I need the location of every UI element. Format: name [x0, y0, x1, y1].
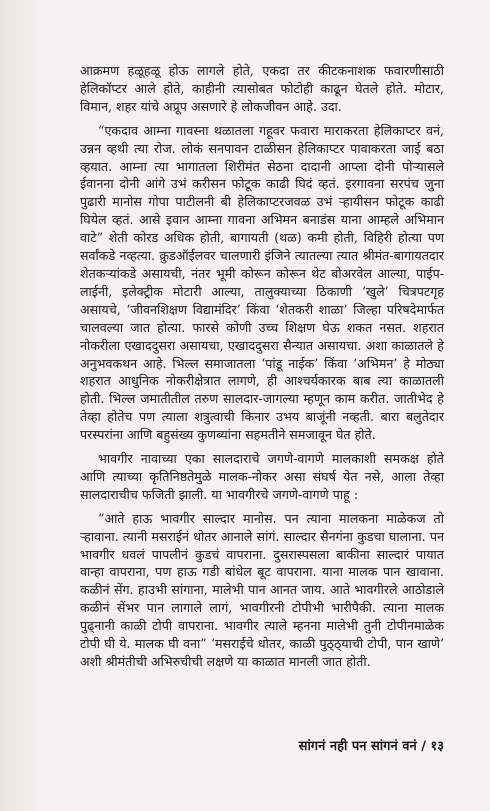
paragraph-2: “एकदाव आम्ना गावस्ना थळातला गहूवर फवारा माराकरता हेलिकाप्टर वनं, उन्नन व्हथी त्या रोज. लोकं सनपावन टाळीसन हेलिकाप्टर पावाकरता जाई बठा व्हयात. आम्ना त्या भागातला शिरीमंत सेठना दादानी आप्ला दोनी पोऱ्यासले ईवानना दोनी आंगे उभं करीसन फोटूक काढी घिदं व्हतं. इरगावना सरपंच जुना पुढारी मानोस गोपा पाटीलनी बी हेलिकाप्टरजवळ उभं ऱ्हायीसन फोटूक काढी घियेल व्हतं. आसे इवान आम्ना गावना अभिमन बनाडंस याना आम्हले अभिमान वाटे” शेती कोरड अधिक होती, बागायती (थळ) कमी होती, विहिरी होत्या पण सर्वांकडे नव्हत्या. क्रुडऑईलवर चालणारी इंजिने त्यातल्या त्यात श्रीमंत-बागायतदार शेतकऱ्यांकडे असायची, नंतर भूमी कोरून कोरून थेट बोअरवेल आल्या, पाईप-लाईनी, इलेक्ट्रीक मोटारी आल्या, तालुक्याच्या ठिकाणी ‘खुले’ चित्रपटगृह असायचे, ‘जीवनशिक्षण विद्यामंदिर’ किंवा ‘शेतकरी शाळा’ जिल्हा परिषदेमार्फत चालवल्या जात होत्या. फारसे कोणी उच्च शिक्षण घेऊ शकत नसत. शहरात नोकरीला एखाददुसरा असायचा, एखाददुसरा सैन्यात असायचा. अशा काळातले हे अनुभवकथन आहे. भिल्ल समाजातला ‘पांडू नाईक’ किंवा ‘अभिमन’ हे मोठ्या शहरात आधुनिक नोकरीक्षेत्रात लागणे, ही आश्चर्यकारक बाब त्या काळातली होती. भिल्ल जमातीतील तरुण सालदार-जागल्या म्हणून काम करीत. जातीभेद हे तेव्हा होतेच पण त्याला शत्रुत्वाची किनार उभय बाजूंनी नव्हती. बारा बलुतेदार परस्परांना आणि बहुसंख्य कुणब्यांना सहमतीने समजावून घेत होते. [80, 122, 444, 443]
paragraph-1: आक्रमण हळूहळू होऊ लागले होते, एकदा तर कीटकनाशक फवारणीसाठी हेलिकॉप्टर आले होते, काहीनी त्यासोबत फोटोही काढून घेतले होते. मोटार, विमान, शहर यांचे अप्रूप असणारे हे लोकजीवन आहे. उदा. [80, 63, 444, 114]
paragraph-3: भावगीर नावाच्या एका सालदाराचे जगणे-वागणे मालकाशी समकक्ष होते आणि त्याच्या कृतिनिष्ठतेमुळे मालक-नोकर असा संघर्ष येत नसे, आला तेव्हा सालदाराचीच फजिती झाली. या भावगीरचे जगणे-वागणे पाहू : [80, 451, 444, 502]
paragraph-4: “आते हाऊ भावगीर साल्दार मानोस. पन त्याना मालकना माळेकज तो ऱ्हावाना. त्यानी मसराईनं धोतर आनाले सांगं. साल्दार सैनगंना कुडचा घालाना. पन भावगीर धवलं पापलीनं कुडचं वापराना. दुसरास्पसला बाकीना साल्दारं पायात वान्हा वापराना, पण हाऊ गडी बांधेल बूट वापराना. याना मालक पान खावाना. कळीनं सेंग. हाउभी सांगाना, मालेभी पान आनत जाय. आते भावगीरले आठोडाले कळीनं सेंभर पान लागाले लागं, भावगीरनी टोपीभी भारीपैकी. त्याना मालक पुढ्नानी काळी टोपी वापराना. भावगीर त्याले म्हनना मालेभी तुनी टोपीनमाळेक टोपी घी ये. मालक घी वना” ‘मसराईचे धोतर, काळी पुठ्ठ्याची टोपी, पान खाणे’ अशी श्रीमंतीची अभिरुचीची लक्षणे या काळात मानली जात होती. [80, 510, 444, 669]
page-footer: सांगनं नही पन सांगनं वनं / १३ [298, 739, 444, 754]
